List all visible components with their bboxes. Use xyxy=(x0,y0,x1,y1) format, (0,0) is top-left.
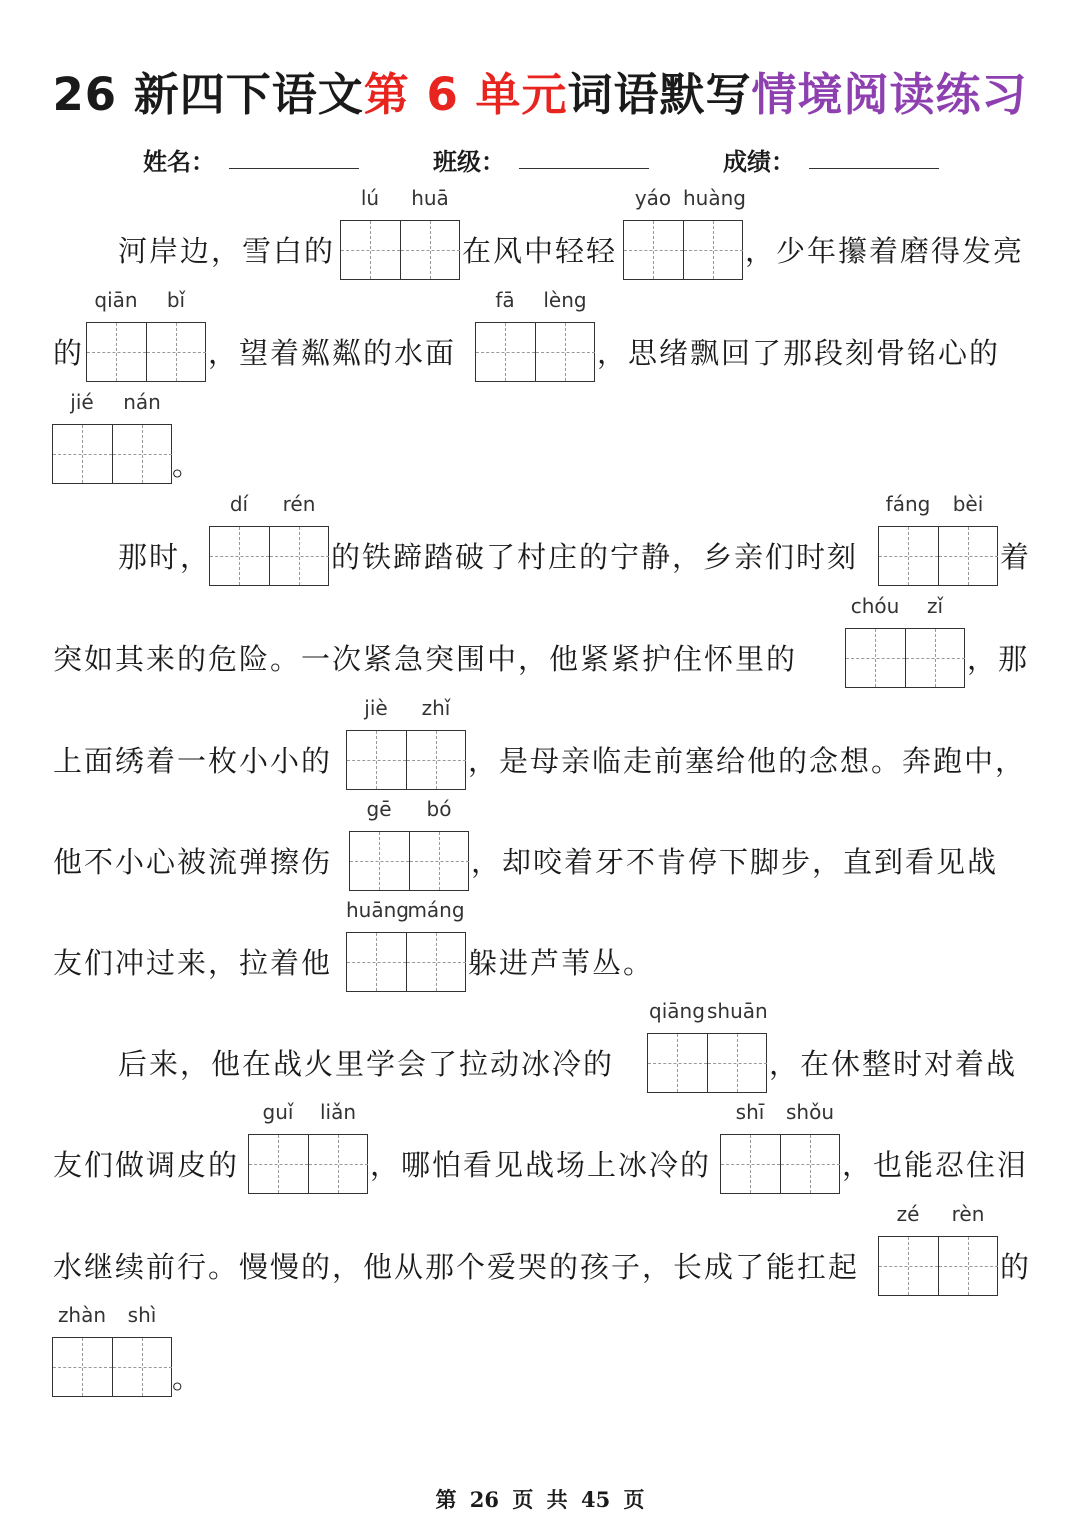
passage-text: 河岸边，雪白的 xyxy=(118,234,336,268)
writing-cell[interactable] xyxy=(476,323,535,381)
passage-text: ，是母亲临走前塞给他的念想。奔跑中， xyxy=(468,744,1027,778)
pinyin: jiè xyxy=(364,696,388,720)
title-grade: 26 新四下语文 xyxy=(52,68,364,121)
passage-line xyxy=(0,696,1080,790)
class-label: 班级： xyxy=(433,147,505,176)
passage-text: 友们做调皮的 xyxy=(53,1148,240,1182)
pinyin: fáng xyxy=(885,492,931,516)
writing-cell[interactable] xyxy=(269,527,329,585)
passage-text: 的 xyxy=(53,336,85,370)
pinyin: zǐ xyxy=(926,594,944,618)
student-info xyxy=(0,142,1080,182)
pinyin: rèn xyxy=(951,1202,985,1226)
pinyin: lèng xyxy=(543,288,587,312)
answer-box[interactable] xyxy=(86,288,206,382)
answer-box[interactable] xyxy=(720,1100,840,1194)
passage-text: 水继续前行。慢慢的，他从那个爱哭的孩子，长成了能扛起 xyxy=(53,1250,860,1284)
answer-box[interactable] xyxy=(349,797,469,891)
pinyin: bèi xyxy=(952,492,984,516)
answer-box[interactable] xyxy=(878,1202,998,1296)
passage-text: ，思绪飘回了那段刻骨铭心的 xyxy=(597,336,1001,370)
pinyin: zhàn xyxy=(57,1303,107,1327)
passage-line xyxy=(0,1303,1080,1397)
passage-line xyxy=(0,492,1080,586)
passage-line xyxy=(0,186,1080,280)
writing-cell[interactable] xyxy=(53,1338,112,1396)
writing-cell[interactable] xyxy=(347,731,406,789)
writing-cell[interactable] xyxy=(879,527,938,585)
passage-line xyxy=(0,1202,1080,1296)
pinyin: zhǐ xyxy=(421,696,451,720)
pinyin: huā xyxy=(411,186,449,210)
answer-box[interactable] xyxy=(647,999,768,1093)
passage-text: 后来，他在战火里学会了拉动冰冷的 xyxy=(118,1047,615,1081)
page-title xyxy=(0,58,1080,123)
pinyin: yáo xyxy=(634,186,672,210)
pinyin: dí xyxy=(229,492,249,516)
writing-cell[interactable] xyxy=(406,933,466,991)
pinyin: shuān xyxy=(707,999,768,1023)
title-unit: 第 6 单元 xyxy=(363,68,568,121)
writing-cell[interactable] xyxy=(400,221,460,279)
writing-cell[interactable] xyxy=(879,1237,938,1295)
writing-cell[interactable] xyxy=(938,1237,998,1295)
answer-box[interactable] xyxy=(52,1303,172,1397)
pinyin: shī xyxy=(735,1100,765,1124)
passage-text: ，望着粼粼的水面 xyxy=(208,336,457,370)
passage-text: 着 xyxy=(1000,540,1032,574)
passage-text: ，却咬着牙不肯停下脚步，直到看见战 xyxy=(471,845,999,879)
page-footer: 第 26 页 共 45 页 xyxy=(435,1487,645,1512)
writing-cell[interactable] xyxy=(535,323,595,381)
passage-text: 上面绣着一枚小小的 xyxy=(53,744,333,778)
answer-box[interactable] xyxy=(346,898,466,992)
writing-cell[interactable] xyxy=(406,731,466,789)
passage-text: ，也能忍住泪 xyxy=(842,1148,1029,1182)
passage-line xyxy=(0,594,1080,688)
passage-text: 。 xyxy=(172,448,204,482)
passage-text: ，那 xyxy=(967,642,1030,676)
answer-box[interactable] xyxy=(340,186,460,280)
passage-line xyxy=(0,1100,1080,1194)
answer-box[interactable] xyxy=(878,492,998,586)
pinyin: guǐ xyxy=(262,1100,294,1124)
pinyin: shǒu xyxy=(785,1100,834,1124)
writing-cell[interactable] xyxy=(146,323,206,381)
writing-cell[interactable] xyxy=(905,629,965,687)
pinyin: chóu xyxy=(850,594,900,618)
answer-box[interactable] xyxy=(475,288,595,382)
pinyin: jié xyxy=(70,390,94,414)
pinyin: liǎn xyxy=(319,1100,357,1124)
pinyin: bó xyxy=(426,797,452,821)
pinyin: fā xyxy=(495,288,515,312)
pinyin: rén xyxy=(282,492,316,516)
passage-line xyxy=(0,999,1080,1093)
pinyin: huàng xyxy=(683,186,746,210)
writing-cell[interactable] xyxy=(624,221,683,279)
passage-line xyxy=(0,898,1080,992)
writing-cell[interactable] xyxy=(87,323,146,381)
name-field[interactable] xyxy=(229,168,359,169)
passage-text: ，哪怕看见战场上冰冷的 xyxy=(370,1148,712,1182)
score-field[interactable] xyxy=(809,168,939,169)
writing-cell[interactable] xyxy=(683,221,743,279)
writing-cell[interactable] xyxy=(707,1034,767,1092)
passage-text: 突如其来的危险。一次紧急突围中，他紧紧护住怀里的 xyxy=(53,642,798,676)
title-type: 情境阅读练习 xyxy=(751,68,1028,121)
pinyin: nán xyxy=(123,390,161,414)
pinyin: lú xyxy=(360,186,380,210)
writing-cell[interactable] xyxy=(308,1135,368,1193)
writing-cell[interactable] xyxy=(409,832,469,890)
passage-text: 他不小心被流弹擦伤 xyxy=(53,845,333,879)
answer-box[interactable] xyxy=(209,492,329,586)
writing-cell[interactable] xyxy=(846,629,905,687)
writing-cell[interactable] xyxy=(249,1135,308,1193)
writing-cell[interactable] xyxy=(780,1135,840,1193)
class-field[interactable] xyxy=(519,168,649,169)
passage-line xyxy=(0,288,1080,382)
passage-text: 。 xyxy=(172,1361,204,1395)
passage-line xyxy=(0,390,1080,484)
title-topic: 词语默写 xyxy=(567,68,752,121)
writing-cell[interactable] xyxy=(53,425,112,483)
answer-box[interactable] xyxy=(623,186,746,280)
pinyin: bǐ xyxy=(166,288,186,312)
passage-text: 的 xyxy=(1000,1250,1032,1284)
pinyin: gē xyxy=(366,797,392,821)
writing-cell[interactable] xyxy=(350,832,409,890)
passage-text: 在风中轻轻 xyxy=(462,234,618,268)
pinyin: zé xyxy=(896,1202,920,1226)
writing-cell[interactable] xyxy=(112,425,172,483)
writing-cell[interactable] xyxy=(721,1135,780,1193)
pinyin: huāng xyxy=(346,898,409,922)
writing-cell[interactable] xyxy=(210,527,269,585)
passage-text: 的铁蹄踏破了村庄的宁静，乡亲们时刻 xyxy=(331,540,859,574)
writing-cell[interactable] xyxy=(648,1034,707,1092)
score-label: 成绩： xyxy=(723,147,795,176)
name-label: 姓名： xyxy=(143,147,215,176)
passage-text: 那时， xyxy=(118,540,212,574)
passage-text: ，在休整时对着战 xyxy=(769,1047,1018,1081)
passage-text: 躲进芦苇丛。 xyxy=(468,946,655,980)
writing-cell[interactable] xyxy=(341,221,400,279)
pinyin: shì xyxy=(127,1303,157,1327)
answer-box[interactable] xyxy=(52,390,172,484)
writing-cell[interactable] xyxy=(938,527,998,585)
writing-cell[interactable] xyxy=(112,1338,172,1396)
pinyin: qiāng xyxy=(649,999,705,1023)
passage-text: 友们冲过来，拉着他 xyxy=(53,946,333,980)
answer-box[interactable] xyxy=(845,594,965,688)
pinyin: qiān xyxy=(94,288,138,312)
writing-cell[interactable] xyxy=(347,933,406,991)
pinyin: máng xyxy=(407,898,465,922)
passage-line xyxy=(0,797,1080,891)
answer-box[interactable] xyxy=(248,1100,368,1194)
answer-box[interactable] xyxy=(346,696,466,790)
passage-text: ，少年攥着磨得发亮 xyxy=(745,234,1025,268)
